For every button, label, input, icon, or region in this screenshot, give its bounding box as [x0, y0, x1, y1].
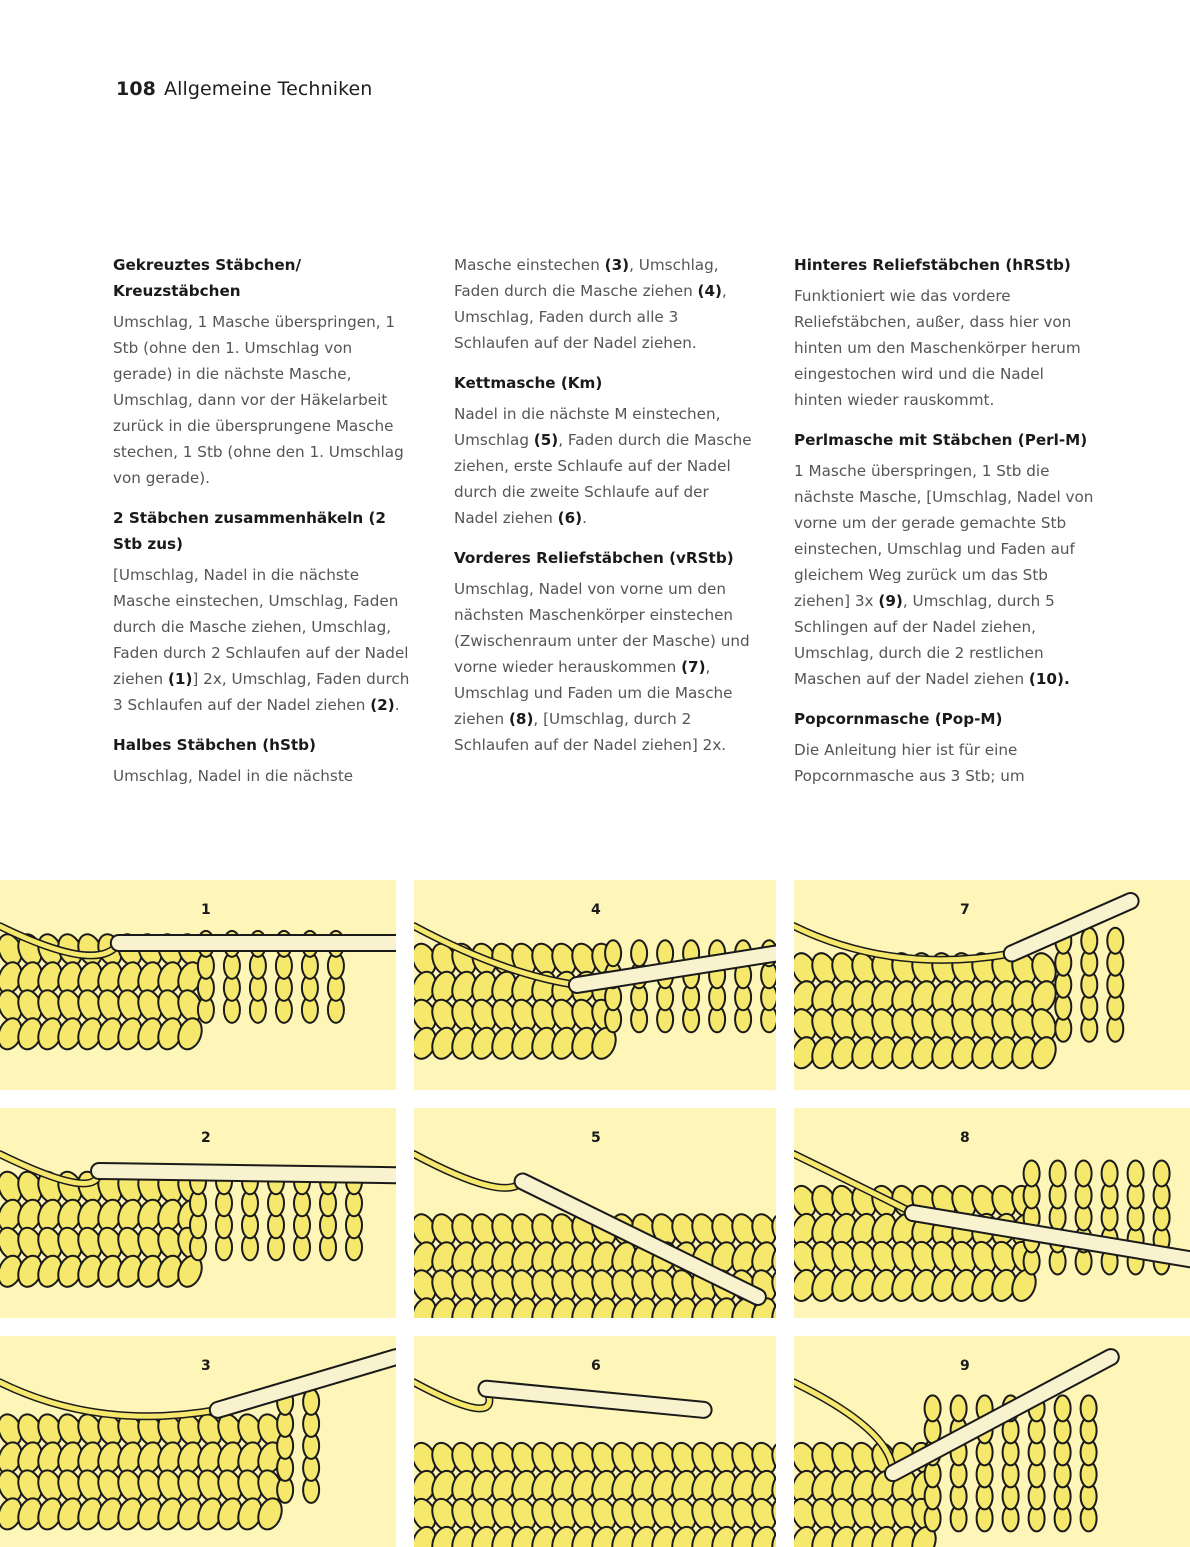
- panel-number: 2: [201, 1130, 211, 1146]
- panel-number: 6: [591, 1358, 601, 1374]
- panel-number: 7: [960, 902, 970, 918]
- figure-ref: (5): [533, 431, 559, 449]
- panel-number: 3: [201, 1358, 211, 1374]
- figure-ref: (10).: [1028, 670, 1070, 688]
- crochet-illustration: [794, 1336, 1190, 1547]
- illustration-panel: [794, 880, 1190, 1090]
- panel-number: 9: [960, 1358, 970, 1374]
- illustration-panel: [0, 880, 396, 1090]
- crochet-illustration: [414, 880, 776, 1090]
- section-heading: Gekreuztes Stäbchen/ Kreuzstäbchen: [113, 256, 301, 300]
- page-number: 108: [116, 78, 156, 100]
- section-text: 1 Masche überspringen, 1 Stb die nächste Masche, [Umschlag, Nadel von vorne um der gerade gemachte Stb einstechen, Umschlag und Faden auf gleichem Weg zurück um das Stb ziehen] 3x (9), Umschlag, durch 5 Schlingen auf der Nadel ziehen, Umschlag, durch die 2 restlichen Maschen auf der Nadel ziehen (10).: [794, 462, 1094, 688]
- illustration-panel: [414, 880, 776, 1090]
- illustration-panel: [0, 1108, 396, 1318]
- section-text: Die Anleitung hier ist für eine Popcornmasche aus 3 Stb; um: [794, 741, 1025, 785]
- illustration-panel: [794, 1336, 1190, 1547]
- page-header-title: Allgemeine Techniken: [163, 78, 373, 100]
- section-heading: Kettmasche (Km): [454, 374, 603, 392]
- crochet-illustration: [414, 1336, 776, 1547]
- figure-ref: (3): [604, 256, 630, 274]
- figure-ref: (7): [681, 658, 706, 676]
- page-header: [116, 78, 372, 100]
- section-text: Umschlag, Nadel von vorne um den nächsten Maschenkörper einstechen (Zwischenraum unter der Masche) und vorne wieder herauskommen (7), Umschlag und Faden um die Masche ziehen (8), [Umschlag, durch 2 Schlaufen auf der Nadel ziehen] 2x.: [454, 580, 750, 754]
- crochet-illustration: [0, 1108, 396, 1318]
- section-text: Umschlag, 1 Masche überspringen, 1 Stb (ohne den 1. Umschlag von gerade) in die nächste Masche, Umschlag, dann vor der Häkelarbeit zurück in die übersprungene Masche stechen, 1 Stb (ohne den 1. Umschlag von gerade).: [113, 313, 404, 487]
- panel-number: 1: [201, 902, 211, 918]
- crochet-illustration: [414, 1108, 776, 1318]
- figure-ref: (6): [557, 509, 583, 527]
- text-column-3: [794, 252, 1094, 803]
- section-text: Funktioniert wie das vordere Reliefstäbchen, außer, dass hier von hinten um den Maschenkörper herum eingestochen wird und die Nadel hinten wieder rauskommt.: [794, 287, 1081, 409]
- section-text: [Umschlag, Nadel in die nächste Masche einstechen, Umschlag, Faden durch die Masche ziehen, Umschlag, Faden durch 2 Schlaufen auf der Nadel ziehen (1)] 2x, Umschlag, Faden durch 3 Schlaufen auf der Nadel ziehen (2).: [113, 566, 410, 714]
- section-heading: 2 Stäbchen zusammenhäkeln (2 Stb zus): [113, 509, 386, 553]
- section-heading: Halbes Stäbchen (hStb): [113, 736, 316, 754]
- figure-ref: (2): [370, 696, 395, 714]
- text-column-2: [454, 252, 754, 772]
- section-text: Masche einstechen (3), Umschlag, Faden durch die Masche ziehen (4), Umschlag, Faden durch alle 3 Schlaufen auf der Nadel ziehen.: [454, 256, 727, 352]
- crochet-illustration: [794, 1108, 1190, 1318]
- text-column-1: [113, 252, 413, 803]
- illustration-panel: [794, 1108, 1190, 1318]
- crochet-illustration: [794, 880, 1190, 1090]
- figure-ref: (4): [697, 282, 722, 300]
- illustration-panel: [414, 1336, 776, 1547]
- section-text: Umschlag, Nadel in die nächste: [113, 767, 354, 785]
- figure-ref: (8): [508, 710, 534, 728]
- panel-number: 8: [960, 1130, 970, 1146]
- section-heading: Popcornmasche (Pop-M): [794, 710, 1003, 728]
- section-heading: Vorderes Reliefstäbchen (vRStb): [454, 549, 734, 567]
- section-heading: Perlmasche mit Stäbchen (Perl-M): [794, 431, 1088, 449]
- crochet-illustration: [0, 880, 396, 1090]
- illustration-panel: [414, 1108, 776, 1318]
- panel-number: 4: [591, 902, 601, 918]
- illustration-panel: [0, 1336, 396, 1547]
- crochet-illustration: [0, 1336, 396, 1547]
- figure-ref: (9): [878, 592, 903, 610]
- figure-ref: (1): [167, 670, 193, 688]
- panel-number: 5: [591, 1130, 601, 1146]
- section-text: Nadel in die nächste M einstechen, Umschlag (5), Faden durch die Masche ziehen, erste Schlaufe auf der Nadel durch die zweite Schlaufe auf der Nadel ziehen (6).: [454, 405, 752, 527]
- section-heading: Hinteres Reliefstäbchen (hRStb): [794, 256, 1071, 274]
